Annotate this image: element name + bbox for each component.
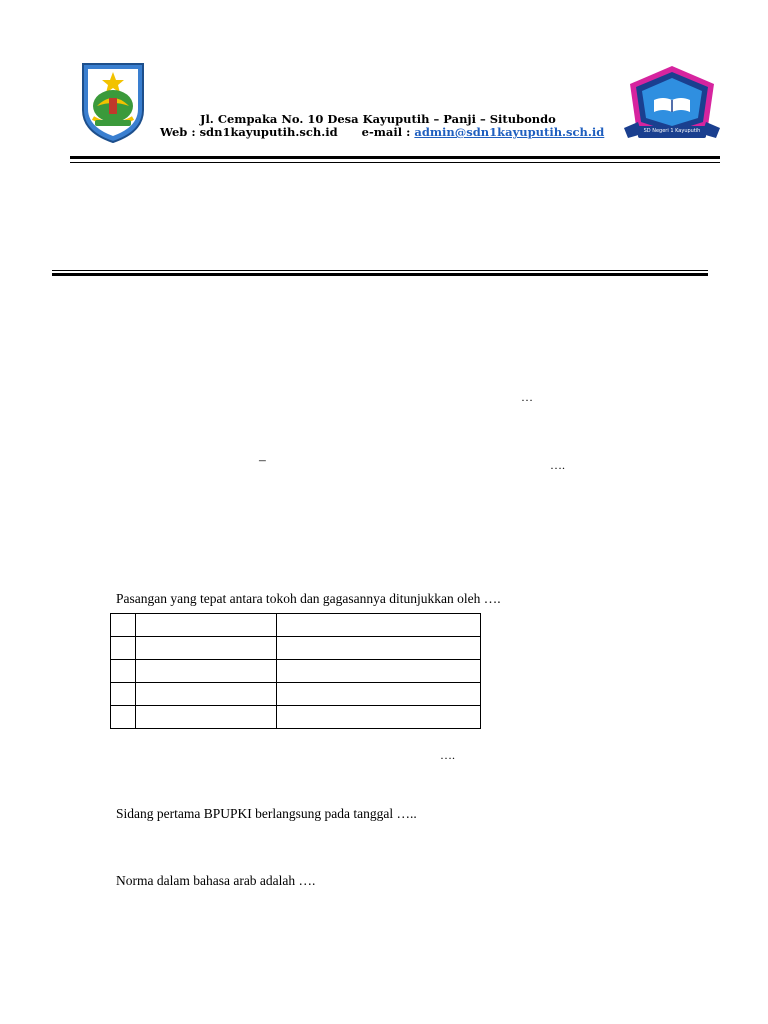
table-cell bbox=[277, 660, 481, 683]
table-cell bbox=[277, 706, 481, 729]
question-norma: Norma dalam bahasa arab adalah …. bbox=[116, 873, 316, 888]
email-label: e-mail : bbox=[361, 125, 415, 139]
ellipsis-mark-1: … bbox=[521, 390, 533, 404]
school-logo-ribbon-text: SD Negeri 1 Kayuputih bbox=[643, 128, 701, 134]
table-cell bbox=[111, 637, 136, 660]
header-rule-thick bbox=[70, 156, 720, 159]
table-cell bbox=[136, 614, 277, 637]
table-cell bbox=[277, 683, 481, 706]
table-row bbox=[111, 637, 481, 660]
table-cell bbox=[136, 660, 277, 683]
table-cell bbox=[277, 637, 481, 660]
question-pairs: Pasangan yang tepat antara tokoh dan gagasannya ditunjukkan oleh …. bbox=[116, 591, 501, 606]
ellipsis-mark-3: …. bbox=[440, 748, 455, 762]
question-bpupki: Sidang pertama BPUPKI berlangsung pada tanggal ….. bbox=[116, 806, 417, 821]
table-row bbox=[111, 706, 481, 729]
school-logo bbox=[620, 64, 724, 148]
table-cell bbox=[277, 614, 481, 637]
table-cell bbox=[111, 614, 136, 637]
ellipsis-mark-2: …. bbox=[550, 458, 565, 472]
website-label: Web : sdn1kayuputih.sch.id bbox=[160, 125, 338, 139]
table-row bbox=[111, 660, 481, 683]
contact-line bbox=[160, 125, 604, 139]
table-cell bbox=[111, 660, 136, 683]
table-row bbox=[111, 614, 481, 637]
address-line: Jl. Cempaka No. 10 Desa Kayuputih – Panji – Situbondo bbox=[200, 112, 556, 126]
email-link[interactable]: admin@sdn1kayuputih.sch.id bbox=[414, 125, 605, 139]
section-rule-thick bbox=[52, 273, 708, 276]
section-rule-thin-top bbox=[52, 270, 708, 271]
table-cell bbox=[111, 706, 136, 729]
table-cell bbox=[136, 683, 277, 706]
table-cell bbox=[111, 683, 136, 706]
answer-table bbox=[110, 613, 481, 729]
dash-mark: – bbox=[259, 452, 266, 467]
header-rule-thin bbox=[70, 162, 720, 163]
table-cell bbox=[136, 637, 277, 660]
regency-crest-logo bbox=[79, 60, 147, 144]
table-row bbox=[111, 683, 481, 706]
table-cell bbox=[136, 706, 277, 729]
